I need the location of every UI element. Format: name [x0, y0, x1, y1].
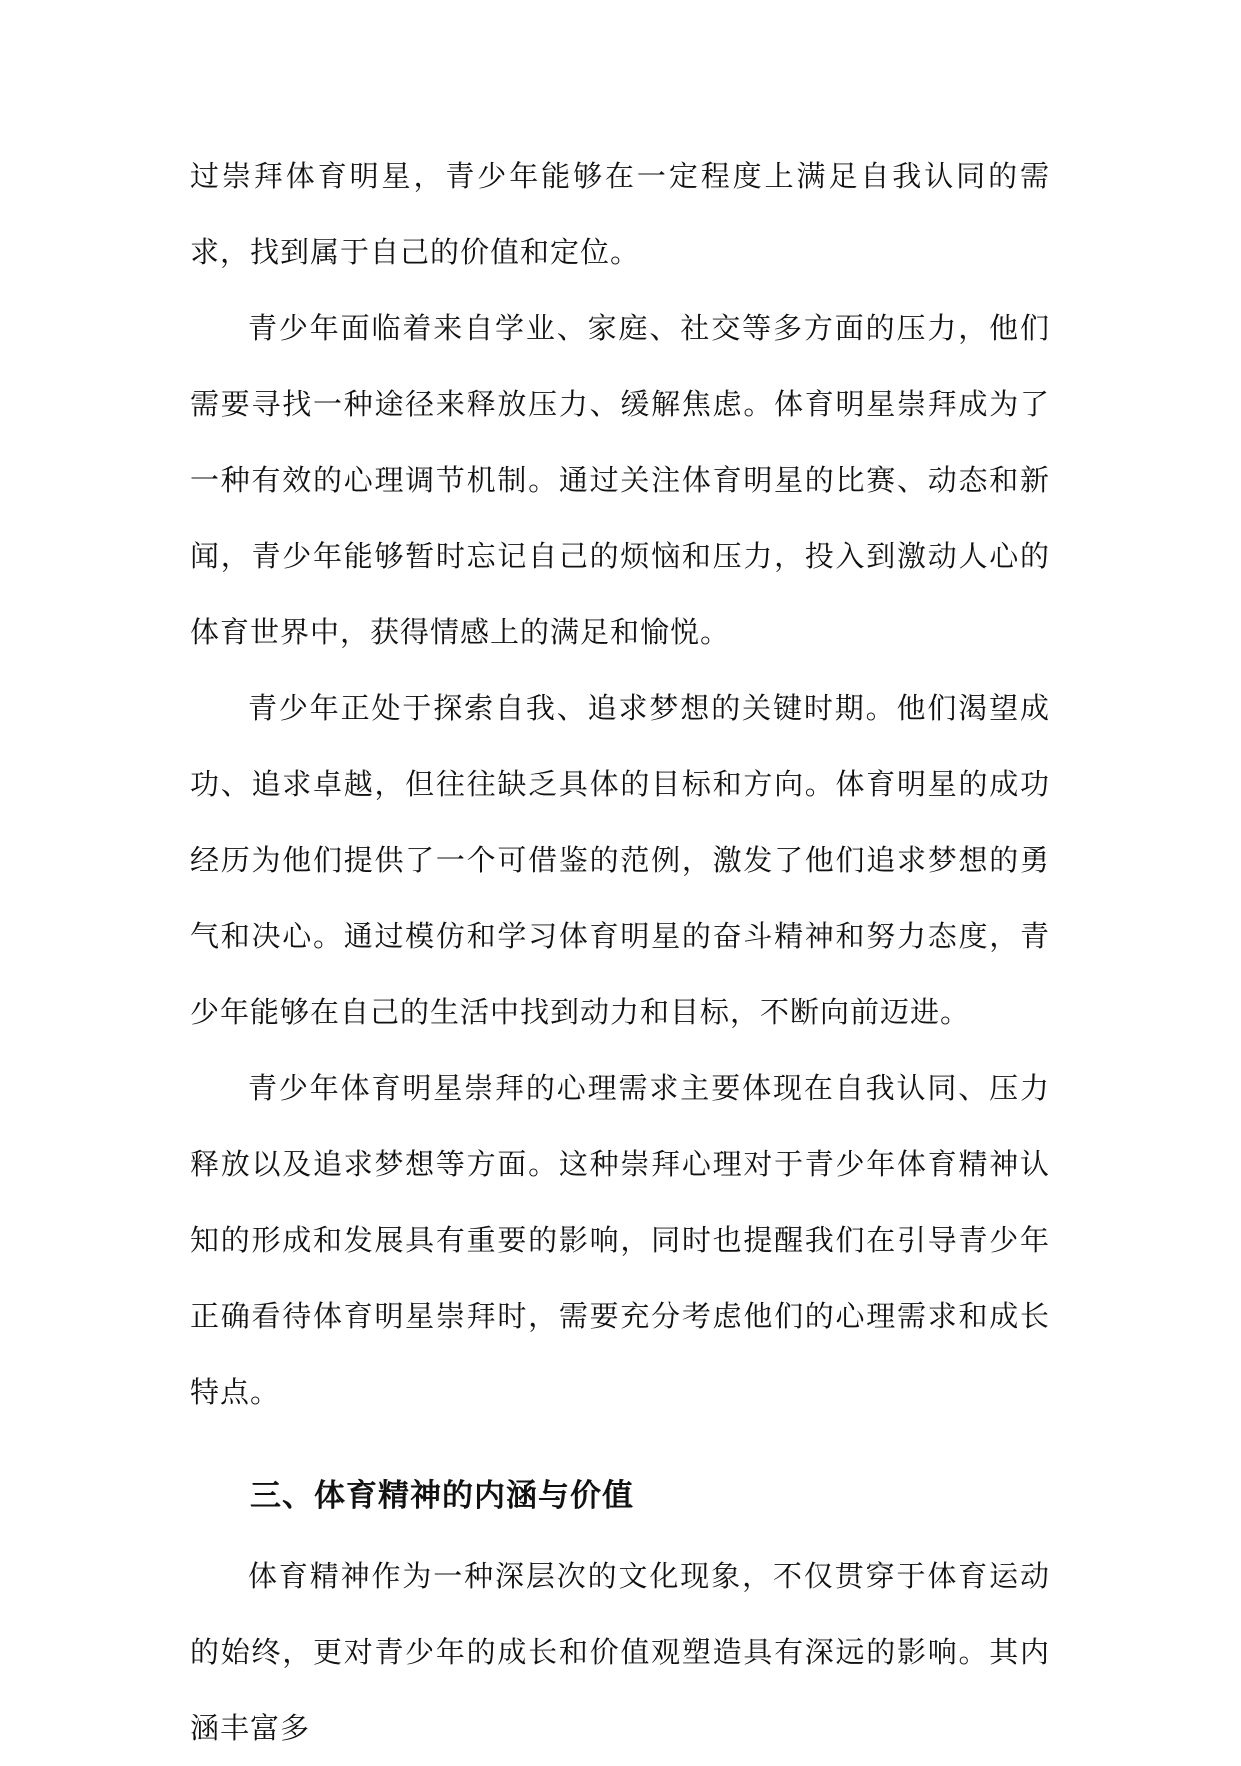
paragraph-pursuing-dreams: 青少年正处于探索自我、追求梦想的关键时期。他们渴望成功、追求卓越，但往往缺乏具体的目标和方向。体育明星的成功经历为他们提供了一个可借鉴的范例，激发了他们追求梦想的勇气和决心。通过模仿和学习体育明星的奋斗精神和努力态度，青少年能够在自己的生活中找到动力和目标，不断向前迈进。: [190, 691, 1050, 1029]
section-heading: 三、体育精神的内涵与价值: [250, 1478, 634, 1514]
paragraph-sports-spirit-intro: 体育精神作为一种深层次的文化现象，不仅贯穿于体育运动的始终，更对青少年的成长和价值观塑造具有深远的影响。其内涵丰富多: [190, 1559, 1050, 1745]
paragraph-stress-relief: 青少年面临着来自学业、家庭、社交等多方面的压力，他们需要寻找一种途径来释放压力、缓解焦虑。体育明星崇拜成为了一种有效的心理调节机制。通过关注体育明星的比赛、动态和新闻，青少年能够暂时忘记自己的烦恼和压力，投入到激动人心的体育世界中，获得情感上的满足和愉悦。: [190, 311, 1050, 649]
document-body: [190, 138, 1050, 1766]
paragraph-continuation: 过崇拜体育明星，青少年能够在一定程度上满足自我认同的需求，找到属于自己的价值和定位。: [190, 159, 1050, 269]
paragraph-summary: 青少年体育明星崇拜的心理需求主要体现在自我认同、压力释放以及追求梦想等方面。这种崇拜心理对于青少年体育精神认知的形成和发展具有重要的影响，同时也提醒我们在引导青少年正确看待体育明星崇拜时，需要充分考虑他们的心理需求和成长特点。: [190, 1071, 1050, 1409]
